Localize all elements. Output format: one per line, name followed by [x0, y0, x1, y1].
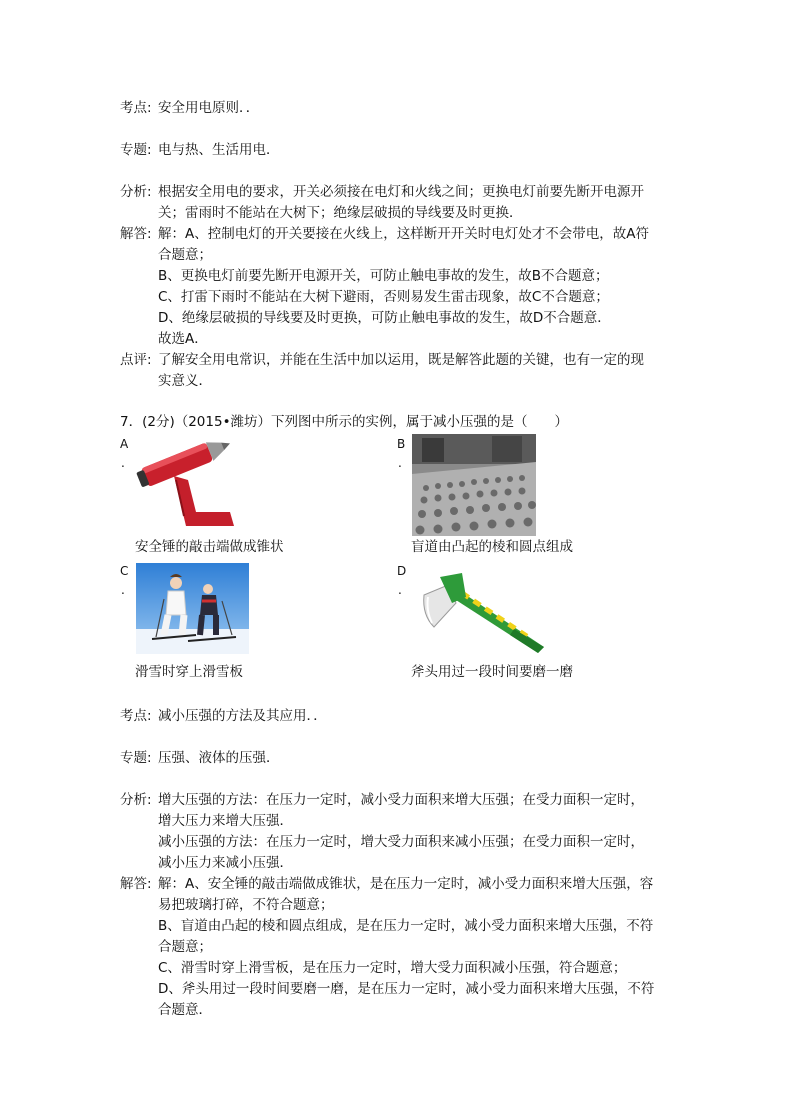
solution-fenxi-line: 增大压强的方法：在压力一定时，减小受力面积来增大压强；在受力面积一定时， [158, 792, 644, 808]
option-c-dot: . [121, 583, 125, 597]
solution-kaodian-text: 减小压强的方法及其应用．． [158, 708, 327, 724]
prev-jieda-line: 合题意； [158, 247, 212, 263]
prev-kaodian-text: 安全用电原则．． [158, 100, 260, 116]
prev-jieda-line: D、绝缘层破损的导线要及时更换，可防止触电事故的发生，故D不合题意． [158, 310, 611, 326]
option-c-caption: 滑雪时穿上滑雪板 [135, 664, 243, 680]
prev-dianping-line: 实意义． [158, 373, 212, 389]
prev-jieda-line: B、更换电灯前要先断开电源开关，可防止触电事故的发生，故B不合题意； [158, 268, 609, 284]
option-d-letter: D [397, 564, 407, 578]
option-c-letter: C [120, 564, 129, 578]
solution-kaodian-label: 考点: [120, 708, 152, 724]
solution-fenxi-line: 增大压力来增大压强． [158, 813, 293, 829]
prev-jieda-label: 解答: [120, 226, 152, 242]
option-a-letter: A [120, 437, 129, 451]
option-b-letter: B [397, 437, 406, 451]
option-a-caption: 安全锤的敲击端做成锥状 [135, 539, 284, 555]
prev-jieda-line: C、打雷下雨时不能站在大树下避雨，否则易发生雷击现象，故C不合题意； [158, 289, 609, 305]
solution-zhuanti-label: 专题: [120, 750, 152, 766]
prev-zhuanti-label: 专题: [120, 142, 152, 158]
prev-fenxi-line: 关；雷雨时不能站在大树下；绝缘层破损的导线要及时更换． [158, 205, 523, 221]
axe-image [418, 563, 550, 655]
prev-dianping-label: 点评: [120, 352, 152, 368]
prev-zhuanti-text: 电与热、生活用电． [158, 142, 280, 158]
prev-dianping-line: 了解安全用电常识，并能在生活中加以运用，既是解答此题的关键，也有一定的现 [158, 352, 644, 368]
prev-kaodian-label: 考点: [120, 100, 152, 116]
option-d-caption: 斧头用过一段时间要磨一磨 [411, 664, 573, 680]
option-a-dot: . [121, 456, 125, 470]
solution-zhuanti-text: 压强、液体的压强． [158, 750, 280, 766]
prev-jieda-line: 故选A． [158, 331, 208, 347]
solution-jieda-line: D、斧头用过一段时间要磨一磨，是在压力一定时，减小受力面积来增大压强，不符 [158, 981, 655, 997]
solution-fenxi-label: 分析: [120, 792, 152, 808]
solution-jieda-line: 合题意． [158, 1002, 212, 1018]
solution-jieda-line: 合题意； [158, 939, 212, 955]
solution-jieda-line: 解：A、安全锤的敲击端做成锥状，是在压力一定时，减小受力面积来增大压强，容 [158, 876, 654, 892]
prev-jieda-line: 解：A、控制电灯的开关要接在火线上，这样断开开关时电灯处才不会带电，故A符 [158, 226, 649, 242]
skiing-image [136, 563, 249, 654]
solution-jieda-line: B、盲道由凸起的棱和圆点组成，是在压力一定时，减小受力面积来增大压强，不符 [158, 918, 654, 934]
prev-fenxi-label: 分析: [120, 184, 152, 200]
solution-jieda-line: 易把玻璃打碎，不符合题意； [158, 897, 334, 913]
solution-fenxi-line: 减小压力来减小压强． [158, 855, 293, 871]
solution-jieda-label: 解答: [120, 876, 152, 892]
prev-fenxi-line: 根据安全用电的要求，开关必须接在电灯和火线之间；更换电灯前要先断开电源开 [158, 184, 644, 200]
safety-hammer-image [134, 436, 244, 536]
option-d-dot: . [398, 583, 402, 597]
option-b-caption: 盲道由凸起的棱和圆点组成 [411, 539, 573, 555]
question-stem: 7．(2分)（2015•潍坊）下列图中所示的实例，属于减小压强的是（ ） [120, 414, 569, 430]
option-b-dot: . [398, 456, 402, 470]
solution-fenxi-line: 减小压强的方法：在压力一定时，增大受力面积来减小压强；在受力面积一定时， [158, 834, 644, 850]
solution-jieda-line: C、滑雪时穿上滑雪板，是在压力一定时，增大受力面积减小压强，符合题意； [158, 960, 627, 976]
tactile-paving-image [412, 434, 536, 536]
